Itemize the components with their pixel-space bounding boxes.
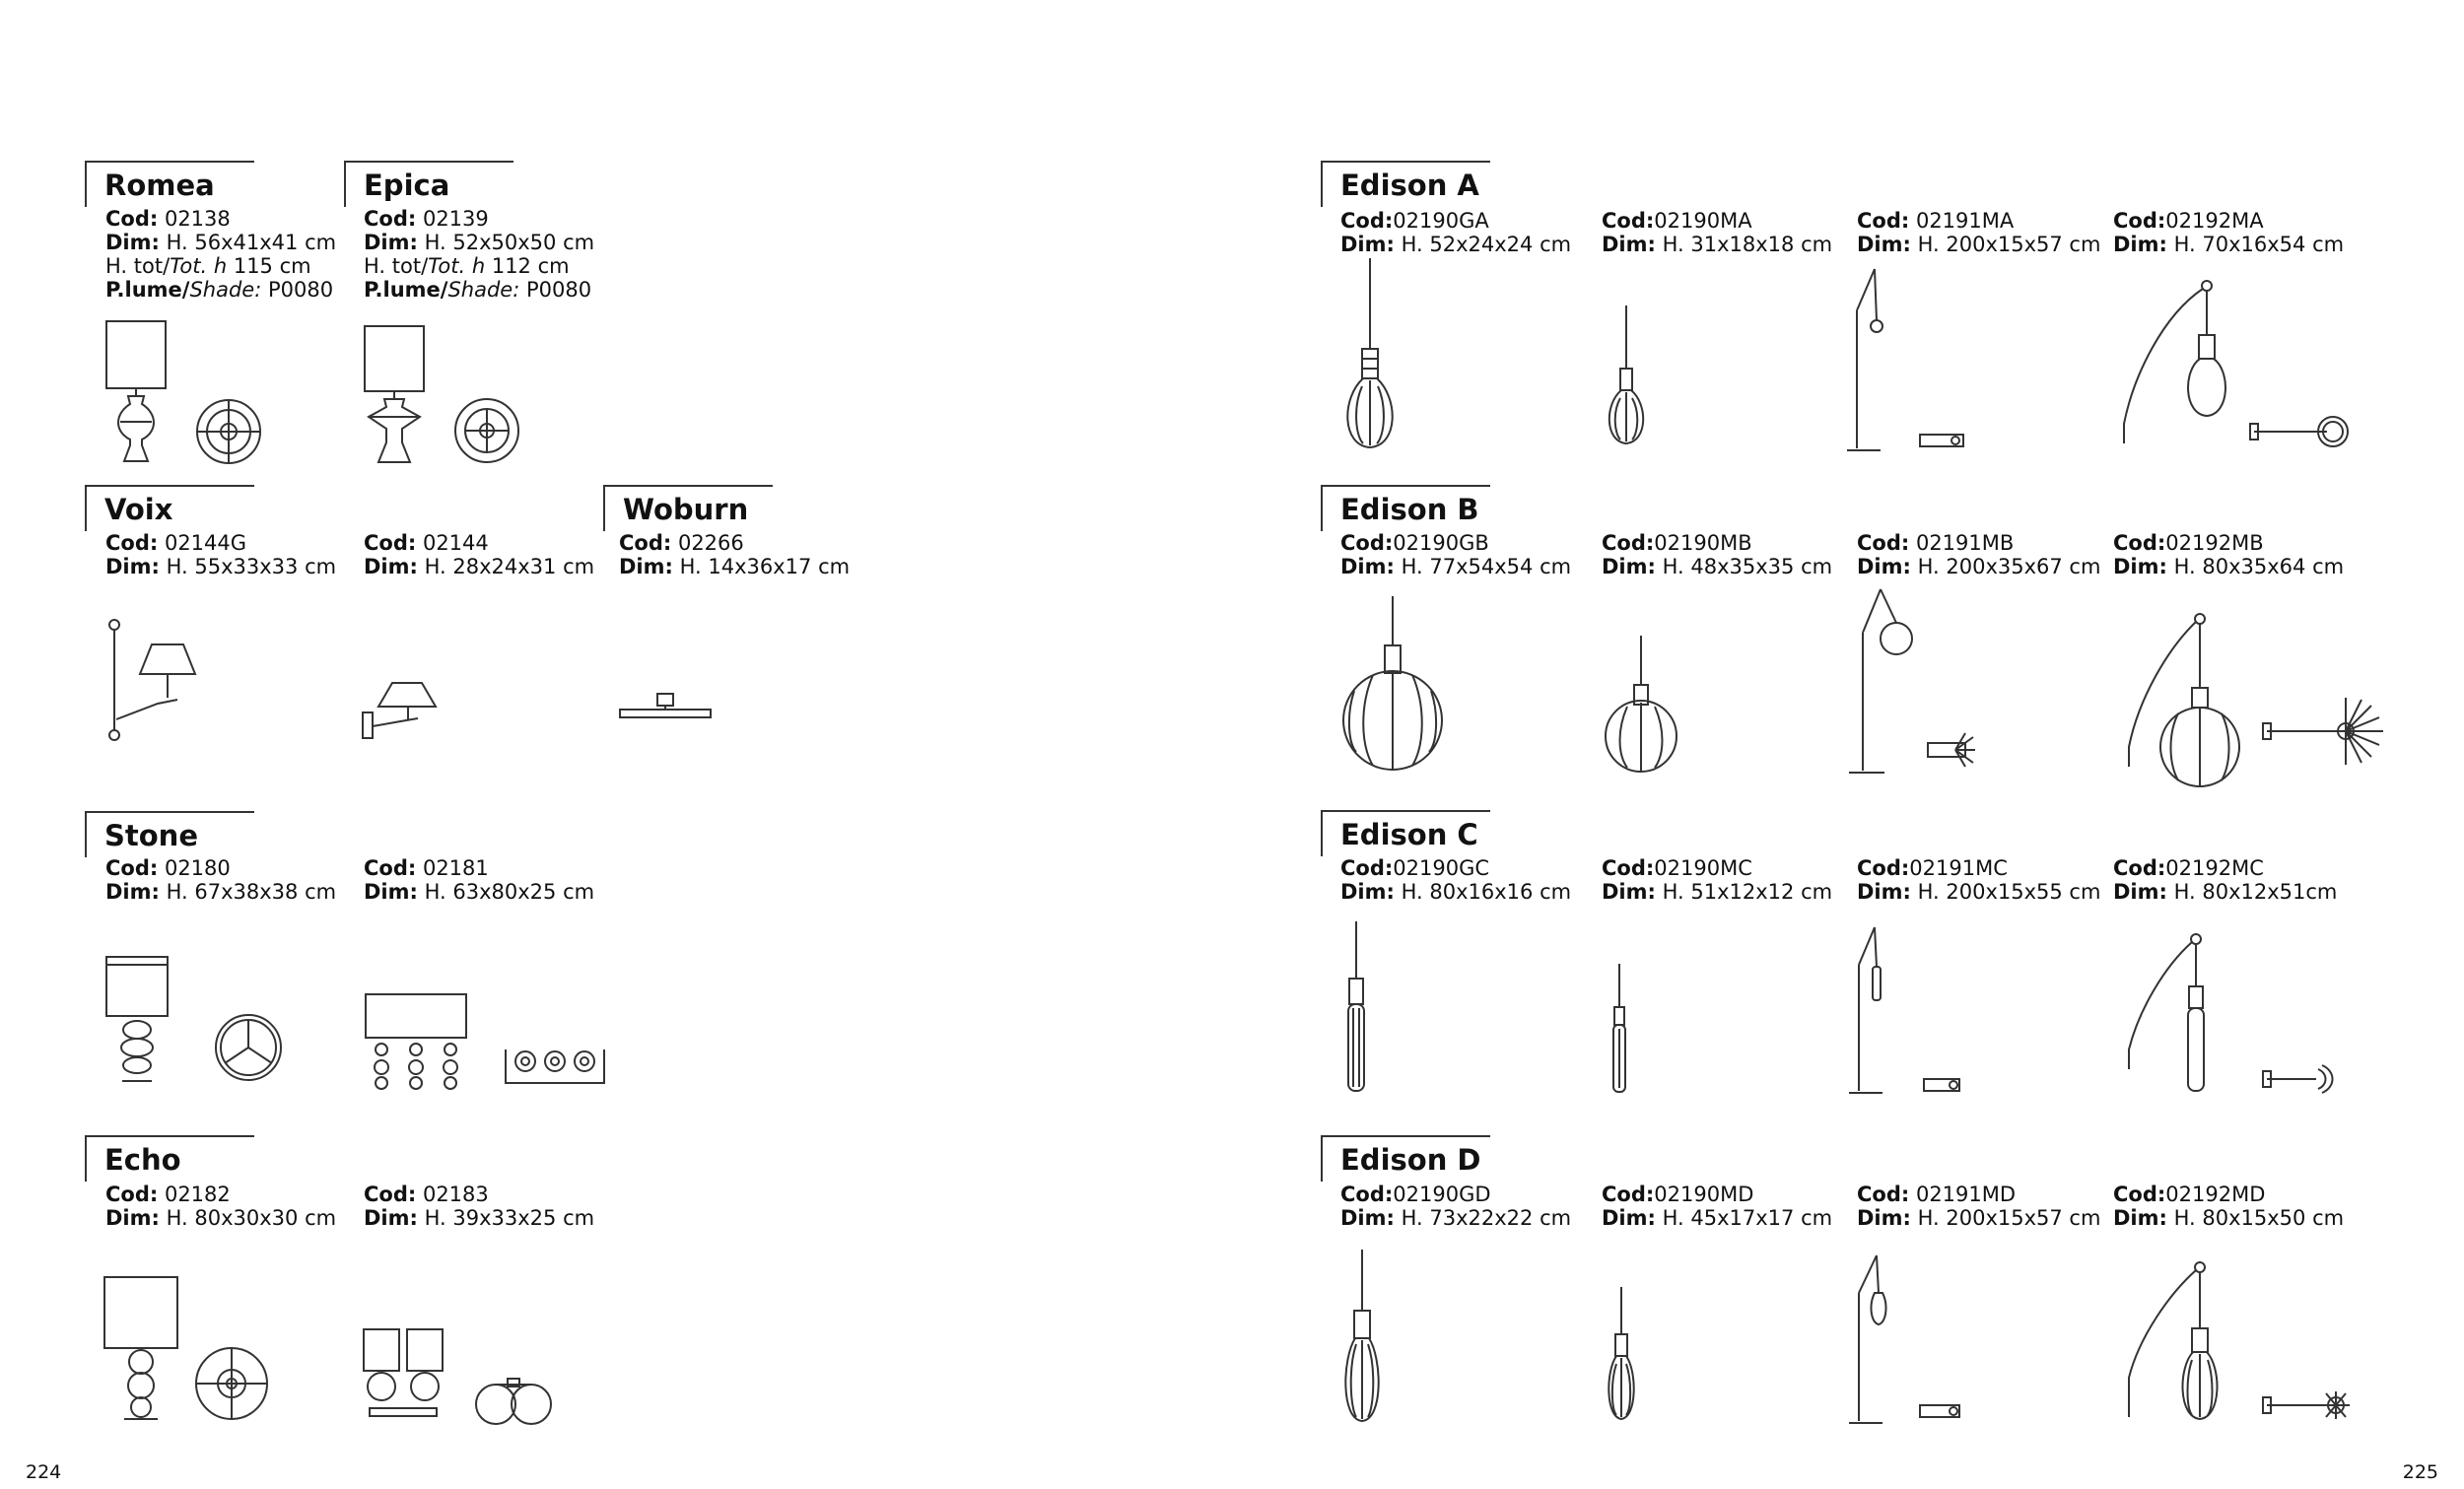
cod-value: 02144G: [158, 531, 247, 555]
cod-value: 02192MB: [2165, 531, 2264, 555]
dim-value: H. 48x35x35 cm: [1655, 555, 1833, 578]
cod-value: 02181: [416, 856, 489, 880]
cod-label: Cod:: [1602, 1183, 1655, 1206]
product-spec: [364, 1183, 594, 1230]
shade-label: P.lume/: [105, 278, 190, 302]
dim-label: Dim:: [1340, 233, 1395, 256]
section-title: Edison D: [1340, 1143, 1481, 1177]
dim-label: Dim:: [105, 555, 160, 578]
dim-label: Dim:: [105, 231, 160, 254]
pendant-lamp-illustration: [1340, 921, 1380, 1099]
cod-value: 02139: [416, 207, 489, 231]
floor-lamp-illustration: [1845, 261, 1973, 458]
pendant-lamp-illustration: [1597, 305, 1666, 453]
cod-value: 02190GC: [1393, 856, 1490, 880]
dim-label: Dim:: [1857, 1206, 1911, 1230]
cod-value: 02144: [416, 531, 489, 555]
dim-value: H. 63x80x25 cm: [417, 880, 595, 904]
dim-value: H. 200x15x55 cm: [1910, 880, 2101, 904]
picture-light-illustration: [616, 690, 715, 729]
cod-label: Cod:: [2113, 856, 2166, 880]
wall-arm-lamp-illustration: [2104, 276, 2351, 463]
cod-value: 02266: [671, 531, 744, 555]
pendant-lamp-illustration: [1335, 258, 1414, 455]
dim-label: Dim:: [364, 1206, 418, 1230]
cod-value: 02191MC: [1909, 856, 2008, 880]
product-spec: [105, 207, 336, 302]
lamp-illustration: [357, 320, 554, 478]
dim-label: Dim:: [364, 880, 418, 904]
dim-label: Dim:: [1340, 555, 1395, 578]
cod-label: Cod:: [1602, 209, 1655, 233]
section-title: Romea: [104, 169, 215, 202]
page-number-right: 225: [2402, 1461, 2438, 1483]
dim-value: H. 52x24x24 cm: [1394, 233, 1572, 256]
dim-value: H. 55x33x33 cm: [159, 555, 337, 578]
floor-lamp-illustration: [1845, 921, 1973, 1099]
product-spec: [1857, 209, 2100, 256]
dim-label: Dim:: [1602, 880, 1656, 904]
cod-value: 02190MB: [1654, 531, 1752, 555]
dim-value: H. 52x50x50 cm: [417, 231, 595, 254]
cod-value: 02138: [158, 207, 231, 231]
cod-value: 02192MC: [2165, 856, 2264, 880]
wall-lamp-illustration: [360, 1325, 567, 1434]
cod-label: Cod:: [2113, 209, 2166, 233]
shade-italic: Shade:: [447, 278, 520, 302]
htot-value: 115 cm: [227, 254, 311, 278]
cod-label: Cod:: [2113, 1183, 2166, 1206]
htot-value: 112 cm: [485, 254, 570, 278]
product-spec: [1340, 1183, 1571, 1230]
pendant-lamp-illustration: [1338, 1250, 1398, 1427]
dim-label: Dim:: [1340, 1206, 1395, 1230]
htot-prefix: H. tot/: [105, 254, 171, 278]
wall-lamp-illustration: [360, 990, 616, 1099]
cod-label: Cod:: [105, 856, 159, 880]
lamp-illustration: [99, 1271, 296, 1429]
htot-italic: Tot. h: [428, 254, 486, 278]
shade-value: P0080: [261, 278, 334, 302]
dim-value: H. 200x15x57 cm: [1910, 233, 2101, 256]
cod-value: 02190MA: [1654, 209, 1752, 233]
dim-value: H. 200x35x67 cm: [1910, 555, 2101, 578]
cod-value: 02192MA: [2165, 209, 2264, 233]
dim-value: H. 73x22x22 cm: [1394, 1206, 1572, 1230]
dim-value: H. 70x16x54 cm: [2166, 233, 2345, 256]
product-spec: [1857, 856, 2100, 904]
floor-lamp-illustration: [1845, 1250, 1973, 1427]
dim-label: Dim:: [2113, 880, 2167, 904]
product-spec: [364, 856, 594, 904]
cod-label: Cod:: [105, 1183, 159, 1206]
dim-label: Dim:: [619, 555, 673, 578]
product-spec: [2113, 856, 2337, 904]
cod-label: Cod:: [619, 531, 672, 555]
dim-value: H. 28x24x31 cm: [417, 555, 595, 578]
wall-arm-lamp-illustration: [2109, 609, 2395, 786]
cod-label: Cod:: [364, 207, 417, 231]
dim-value: H. 51x12x12 cm: [1655, 880, 1833, 904]
dim-value: H. 14x36x17 cm: [672, 555, 851, 578]
product-spec: [619, 531, 850, 578]
dim-label: Dim:: [105, 880, 160, 904]
section-title: Woburn: [623, 493, 749, 526]
product-spec: [1602, 1183, 1832, 1230]
dim-value: H. 56x41x41 cm: [159, 231, 337, 254]
cod-label: Cod:: [105, 207, 159, 231]
product-spec: [1857, 1183, 2100, 1230]
cod-value: 02190GB: [1393, 531, 1489, 555]
product-spec: [364, 531, 594, 578]
floor-lamp-illustration: [1845, 583, 1983, 780]
dim-value: H. 80x35x64 cm: [2166, 555, 2345, 578]
dim-value: H. 45x17x17 cm: [1655, 1206, 1833, 1230]
cod-label: Cod:: [1602, 531, 1655, 555]
dim-value: H. 67x38x38 cm: [159, 880, 337, 904]
wall-lamp-illustration: [99, 611, 217, 749]
dim-label: Dim:: [1857, 233, 1911, 256]
pendant-lamp-illustration: [1340, 596, 1449, 774]
cod-value: 02180: [158, 856, 231, 880]
cod-label: Cod:: [364, 1183, 417, 1206]
section-title: Voix: [104, 493, 173, 526]
dim-label: Dim:: [2113, 233, 2167, 256]
cod-label: Cod:: [364, 531, 417, 555]
pendant-lamp-illustration: [1602, 636, 1690, 774]
product-spec: [2113, 1183, 2344, 1230]
cod-label: Cod:: [1602, 856, 1655, 880]
product-spec: [1340, 856, 1571, 904]
pendant-lamp-illustration: [1607, 964, 1636, 1097]
dim-label: Dim:: [1857, 880, 1911, 904]
cod-value: 02183: [416, 1183, 489, 1206]
dim-value: H. 39x33x25 cm: [417, 1206, 595, 1230]
product-spec: [105, 856, 336, 904]
wall-arm-lamp-illustration: [2109, 1259, 2356, 1427]
product-spec: [364, 207, 594, 302]
dim-label: Dim:: [1602, 1206, 1656, 1230]
cod-value: 02191MB: [1909, 531, 2015, 555]
dim-label: Dim:: [364, 231, 418, 254]
product-spec: [1602, 209, 1832, 256]
cod-label: Cod:: [1857, 209, 1910, 233]
cod-label: Cod:: [1340, 209, 1394, 233]
wall-lamp-illustration: [357, 675, 455, 744]
cod-label: Cod:: [1340, 1183, 1394, 1206]
product-spec: [105, 531, 336, 578]
section-title: Echo: [104, 1143, 181, 1177]
product-spec: [1602, 531, 1832, 578]
dim-value: H. 80x15x50 cm: [2166, 1206, 2345, 1230]
dim-value: H. 200x15x57 cm: [1910, 1206, 2101, 1230]
shade-italic: Shade:: [189, 278, 262, 302]
dim-value: H. 77x54x54 cm: [1394, 555, 1572, 578]
dim-label: Dim:: [2113, 1206, 2167, 1230]
product-spec: [1340, 531, 1571, 578]
product-spec: [105, 1183, 336, 1230]
cod-label: Cod:: [1857, 856, 1910, 880]
page-number-left: 224: [26, 1461, 62, 1483]
dim-label: Dim:: [1602, 233, 1656, 256]
wall-arm-lamp-illustration: [2109, 931, 2356, 1099]
cod-value: 02190GA: [1393, 209, 1489, 233]
cod-label: Cod:: [364, 856, 417, 880]
dim-label: Dim:: [1602, 555, 1656, 578]
shade-label: P.lume/: [364, 278, 448, 302]
section-title: Epica: [364, 169, 450, 202]
cod-label: Cod:: [1857, 1183, 1910, 1206]
cod-label: Cod:: [1340, 531, 1394, 555]
htot-italic: Tot. h: [170, 254, 228, 278]
dim-value: H. 80x16x16 cm: [1394, 880, 1572, 904]
pendant-lamp-illustration: [1602, 1287, 1651, 1425]
section-title: Edison B: [1340, 493, 1479, 526]
htot-prefix: H. tot/: [364, 254, 429, 278]
product-spec: [2113, 209, 2344, 256]
product-spec: [1857, 531, 2100, 578]
cod-label: Cod:: [105, 531, 159, 555]
cod-value: 02191MA: [1909, 209, 2015, 233]
dim-value: H. 31x18x18 cm: [1655, 233, 1833, 256]
dim-label: Dim:: [1340, 880, 1395, 904]
cod-value: 02190MD: [1654, 1183, 1754, 1206]
dim-value: H. 80x12x51cm: [2166, 880, 2338, 904]
cod-label: Cod:: [1340, 856, 1394, 880]
shade-value: P0080: [519, 278, 592, 302]
cod-value: 02190GD: [1393, 1183, 1491, 1206]
section-title: Edison A: [1340, 169, 1479, 202]
section-title: Edison C: [1340, 818, 1478, 851]
product-spec: [1340, 209, 1571, 256]
cod-value: 02182: [158, 1183, 231, 1206]
cod-label: Cod:: [2113, 531, 2166, 555]
cod-value: 02191MD: [1909, 1183, 2017, 1206]
dim-label: Dim:: [2113, 555, 2167, 578]
dim-label: Dim:: [364, 555, 418, 578]
lamp-illustration: [99, 951, 296, 1089]
dim-value: H. 80x30x30 cm: [159, 1206, 337, 1230]
dim-label: Dim:: [1857, 555, 1911, 578]
cod-value: 02192MD: [2165, 1183, 2266, 1206]
lamp-illustration: [99, 315, 296, 473]
dim-label: Dim:: [105, 1206, 160, 1230]
cod-label: Cod:: [1857, 531, 1910, 555]
cod-value: 02190MC: [1654, 856, 1752, 880]
product-spec: [1602, 856, 1832, 904]
section-title: Stone: [104, 819, 198, 852]
product-spec: [2113, 531, 2344, 578]
